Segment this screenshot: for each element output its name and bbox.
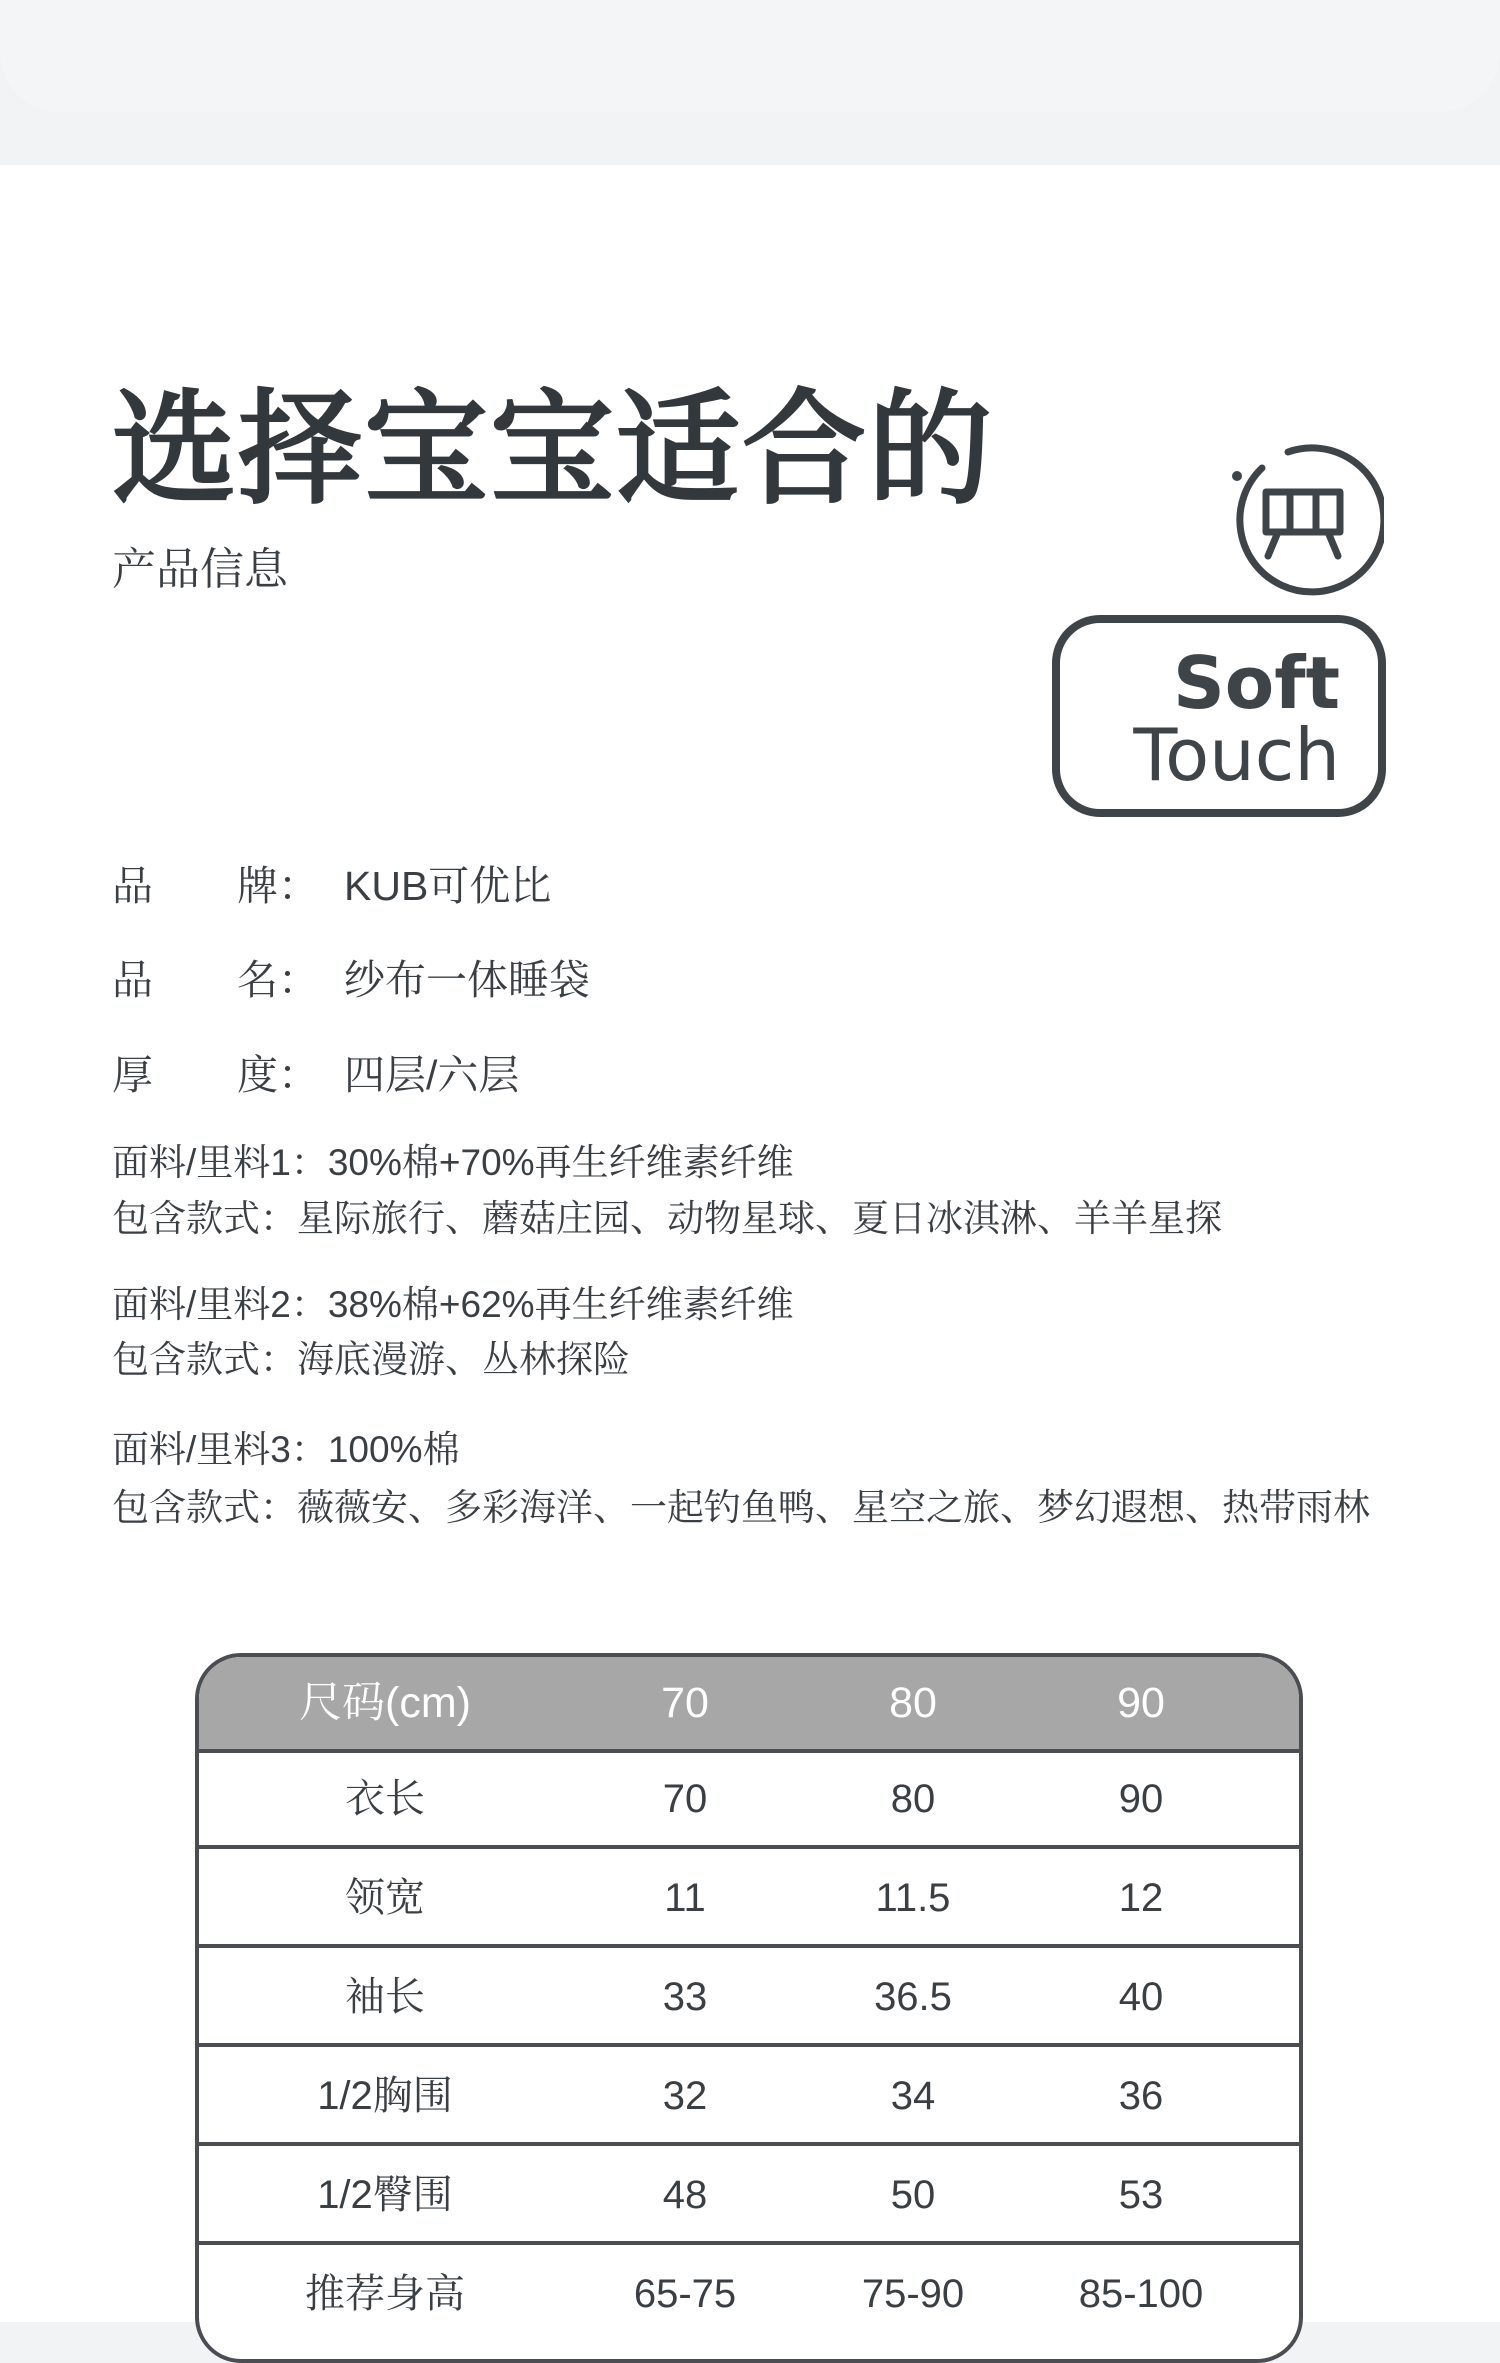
top-card (0, 0, 1500, 112)
table-cell: 33 (662, 1975, 708, 2019)
info-label-a: 品 (112, 863, 153, 909)
table-cell: 70 (662, 1777, 708, 1821)
table-row (199, 1951, 1299, 2047)
table-header-cell: 80 (889, 1679, 937, 1727)
table-cell: 75-90 (861, 2272, 965, 2316)
table-header-cell: 90 (1117, 1679, 1165, 1727)
table-cell: 32 (662, 2074, 708, 2118)
info-label-a: 品 (112, 957, 153, 1003)
badge-line2: Touch (1133, 713, 1340, 797)
info-label-b: 度： (237, 1052, 319, 1098)
table-row (199, 2149, 1299, 2245)
table-row (199, 2248, 1299, 2344)
table-row (199, 2050, 1299, 2146)
table-header-cell: 70 (661, 1679, 709, 1727)
badge-line1: Soft (1172, 641, 1340, 725)
table-cell: 65-75 (633, 2272, 737, 2316)
info-value: KUB可优比 (344, 863, 552, 909)
size-table (195, 1653, 1303, 2363)
table-cell: 36.5 (874, 1975, 952, 2019)
table-cell: 1/2臀围 (317, 2173, 453, 2217)
table-cell: 1/2胸围 (317, 2074, 453, 2118)
table-cell: 11.5 (875, 1876, 951, 1920)
info-value: 四层/六层 (344, 1052, 520, 1098)
page-title: 选择宝宝适合的 (112, 381, 995, 519)
table-cell: 11 (664, 1876, 706, 1920)
table-header-cell: 尺码(cm) (299, 1679, 471, 1727)
material-2-styles: 包含款式：海底漫游、丛林探险 (112, 1339, 630, 1380)
material-2-fabric: 面料/里料2：38%棉+62%再生纤维素纤维 (112, 1284, 794, 1325)
table-cell: 85-100 (1078, 2272, 1204, 2316)
table-cell: 50 (890, 2173, 936, 2217)
material-3-styles: 包含款式：薇薇安、多彩海洋、一起钓鱼鸭、星空之旅、梦幻遐想、热带雨林 (112, 1487, 1370, 1528)
info-label-b: 牌： (237, 863, 319, 909)
table-row (199, 1852, 1299, 1948)
material-3-fabric: 面料/里料3：100%棉 (112, 1429, 460, 1470)
soft-touch-badge (1052, 615, 1386, 817)
table-cell: 34 (890, 2074, 936, 2118)
fabric-icon (1222, 440, 1384, 602)
material-1-fabric: 面料/里料1：30%棉+70%再生纤维素纤维 (112, 1142, 794, 1183)
info-label-a: 厚 (112, 1052, 153, 1098)
table-cell: 48 (662, 2173, 708, 2217)
table-cell: 90 (1118, 1777, 1164, 1821)
material-1-styles: 包含款式：星际旅行、蘑菇庄园、动物星球、夏日冰淇淋、羊羊星探 (112, 1198, 1222, 1239)
table-cell: 袖长 (345, 1975, 425, 2019)
table-cell: 53 (1118, 2173, 1164, 2217)
table-cell: 40 (1118, 1975, 1164, 2019)
page-subtitle: 产品信息 (112, 545, 288, 594)
table-cell: 推荐身高 (305, 2272, 465, 2316)
info-label-b: 名： (237, 957, 319, 1003)
table-cell: 36 (1118, 2074, 1164, 2118)
table-header-row (199, 1657, 1299, 1753)
table-cell: 80 (890, 1777, 936, 1821)
table-row (199, 1753, 1299, 1849)
table-cell: 12 (1118, 1876, 1164, 1920)
table-cell: 领宽 (345, 1876, 425, 1920)
info-value: 纱布一体睡袋 (344, 957, 590, 1003)
table-cell: 衣长 (345, 1777, 425, 1821)
